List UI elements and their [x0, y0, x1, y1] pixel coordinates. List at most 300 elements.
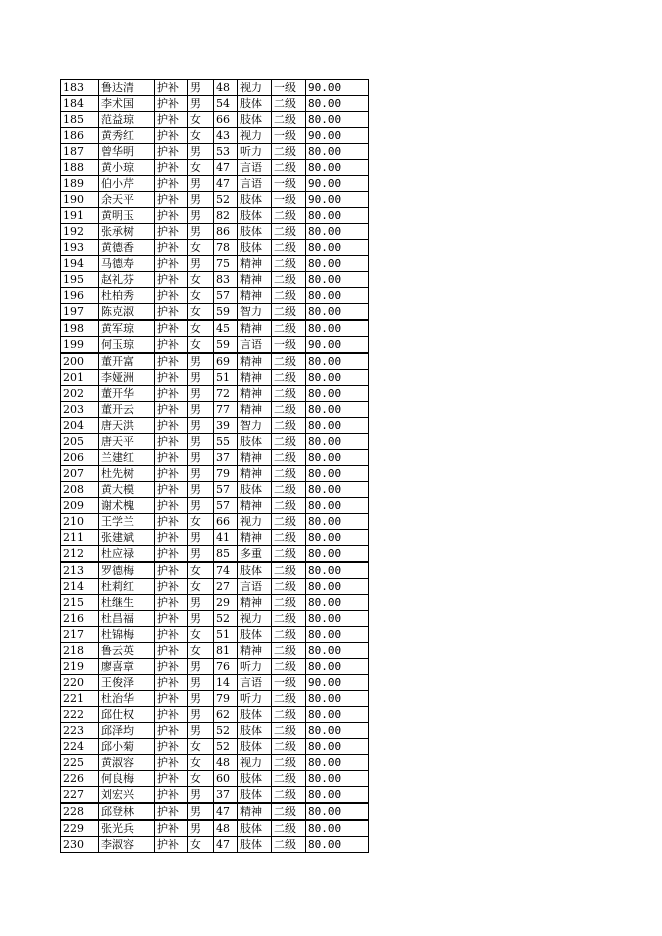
table-row — [61, 256, 369, 272]
gender-cell: 女 — [188, 837, 214, 853]
name-cell: 范益琼 — [99, 112, 155, 128]
age-cell: 52 — [214, 611, 238, 627]
name-cell: 廖喜章 — [99, 659, 155, 675]
table-row — [61, 643, 369, 659]
disability-category-cell: 精神 — [238, 498, 272, 514]
gender-cell: 男 — [188, 434, 214, 450]
amount-cell: 80.00 — [306, 96, 369, 112]
disability-category-cell: 肢体 — [238, 240, 272, 256]
grade-cell: 二级 — [272, 723, 306, 739]
grade-cell: 二级 — [272, 418, 306, 434]
disability-subsidy-table — [60, 79, 369, 853]
row-number-cell: 196 — [61, 288, 99, 304]
grade-cell: 二级 — [272, 304, 306, 321]
age-cell: 52 — [214, 739, 238, 755]
table-row — [61, 771, 369, 787]
table-row — [61, 386, 369, 402]
amount-cell: 80.00 — [306, 418, 369, 434]
type-cell: 护补 — [155, 820, 188, 837]
grade-cell: 一级 — [272, 192, 306, 208]
table-row — [61, 272, 369, 288]
table-body — [61, 80, 369, 853]
grade-cell: 二级 — [272, 482, 306, 498]
table-row — [61, 176, 369, 192]
age-cell: 66 — [214, 514, 238, 530]
amount-cell: 80.00 — [306, 579, 369, 595]
name-cell: 罗德梅 — [99, 562, 155, 579]
row-number-cell: 206 — [61, 450, 99, 466]
row-number-cell: 188 — [61, 160, 99, 176]
gender-cell: 女 — [188, 579, 214, 595]
amount-cell: 90.00 — [306, 176, 369, 192]
age-cell: 43 — [214, 128, 238, 144]
age-cell: 47 — [214, 803, 238, 820]
table-row — [61, 482, 369, 498]
age-cell: 74 — [214, 562, 238, 579]
grade-cell: 二级 — [272, 595, 306, 611]
disability-category-cell: 精神 — [238, 466, 272, 482]
table-row — [61, 466, 369, 482]
gender-cell: 女 — [188, 272, 214, 288]
amount-cell: 80.00 — [306, 353, 369, 370]
disability-category-cell: 精神 — [238, 256, 272, 272]
type-cell: 护补 — [155, 771, 188, 787]
gender-cell: 女 — [188, 337, 214, 354]
name-cell: 杜莉红 — [99, 579, 155, 595]
type-cell: 护补 — [155, 128, 188, 144]
grade-cell: 二级 — [272, 579, 306, 595]
age-cell: 79 — [214, 691, 238, 707]
gender-cell: 女 — [188, 562, 214, 579]
grade-cell: 二级 — [272, 837, 306, 853]
amount-cell: 90.00 — [306, 192, 369, 208]
type-cell: 护补 — [155, 192, 188, 208]
amount-cell: 80.00 — [306, 160, 369, 176]
amount-cell: 80.00 — [306, 546, 369, 563]
age-cell: 72 — [214, 386, 238, 402]
row-number-cell: 221 — [61, 691, 99, 707]
gender-cell: 男 — [188, 418, 214, 434]
gender-cell: 男 — [188, 691, 214, 707]
age-cell: 81 — [214, 643, 238, 659]
amount-cell: 80.00 — [306, 723, 369, 739]
name-cell: 余天平 — [99, 192, 155, 208]
gender-cell: 女 — [188, 112, 214, 128]
disability-category-cell: 言语 — [238, 160, 272, 176]
disability-category-cell: 肢体 — [238, 482, 272, 498]
type-cell: 护补 — [155, 160, 188, 176]
table-row — [61, 434, 369, 450]
table-row — [61, 402, 369, 418]
type-cell: 护补 — [155, 643, 188, 659]
amount-cell: 80.00 — [306, 643, 369, 659]
name-cell: 黄德香 — [99, 240, 155, 256]
disability-category-cell: 精神 — [238, 272, 272, 288]
disability-category-cell: 肢体 — [238, 208, 272, 224]
gender-cell: 男 — [188, 675, 214, 691]
type-cell: 护补 — [155, 386, 188, 402]
table-row — [61, 498, 369, 514]
grade-cell: 二级 — [272, 739, 306, 755]
age-cell: 86 — [214, 224, 238, 240]
gender-cell: 男 — [188, 192, 214, 208]
age-cell: 51 — [214, 627, 238, 643]
age-cell: 83 — [214, 272, 238, 288]
table-row — [61, 755, 369, 771]
amount-cell: 80.00 — [306, 144, 369, 160]
row-number-cell: 212 — [61, 546, 99, 563]
type-cell: 护补 — [155, 482, 188, 498]
gender-cell: 男 — [188, 787, 214, 804]
disability-category-cell: 肢体 — [238, 224, 272, 240]
age-cell: 82 — [214, 208, 238, 224]
table-row — [61, 579, 369, 595]
grade-cell: 一级 — [272, 128, 306, 144]
type-cell: 护补 — [155, 434, 188, 450]
type-cell: 护补 — [155, 546, 188, 563]
amount-cell: 90.00 — [306, 128, 369, 144]
name-cell: 兰建红 — [99, 450, 155, 466]
age-cell: 62 — [214, 707, 238, 723]
amount-cell: 80.00 — [306, 530, 369, 546]
gender-cell: 男 — [188, 466, 214, 482]
name-cell: 董开云 — [99, 402, 155, 418]
gender-cell: 男 — [188, 546, 214, 563]
type-cell: 护补 — [155, 353, 188, 370]
amount-cell: 90.00 — [306, 337, 369, 354]
gender-cell: 男 — [188, 450, 214, 466]
disability-category-cell: 视力 — [238, 80, 272, 96]
row-number-cell: 215 — [61, 595, 99, 611]
amount-cell: 80.00 — [306, 304, 369, 321]
age-cell: 85 — [214, 546, 238, 563]
table-row — [61, 611, 369, 627]
name-cell: 马德寿 — [99, 256, 155, 272]
grade-cell: 二级 — [272, 96, 306, 112]
disability-category-cell: 精神 — [238, 803, 272, 820]
row-number-cell: 198 — [61, 320, 99, 337]
amount-cell: 80.00 — [306, 224, 369, 240]
row-number-cell: 219 — [61, 659, 99, 675]
amount-cell: 80.00 — [306, 240, 369, 256]
row-number-cell: 230 — [61, 837, 99, 853]
row-number-cell: 228 — [61, 803, 99, 820]
age-cell: 78 — [214, 240, 238, 256]
amount-cell: 90.00 — [306, 80, 369, 96]
disability-category-cell: 肢体 — [238, 707, 272, 723]
name-cell: 李娅洲 — [99, 370, 155, 386]
disability-category-cell: 多重 — [238, 546, 272, 563]
name-cell: 黄小琼 — [99, 160, 155, 176]
type-cell: 护补 — [155, 304, 188, 321]
amount-cell: 80.00 — [306, 659, 369, 675]
name-cell: 张光兵 — [99, 820, 155, 837]
gender-cell: 男 — [188, 707, 214, 723]
grade-cell: 二级 — [272, 256, 306, 272]
grade-cell: 二级 — [272, 514, 306, 530]
table-row — [61, 820, 369, 837]
disability-category-cell: 听力 — [238, 144, 272, 160]
name-cell: 曾华明 — [99, 144, 155, 160]
table-row — [61, 144, 369, 160]
gender-cell: 男 — [188, 820, 214, 837]
table-row — [61, 288, 369, 304]
table-row — [61, 320, 369, 337]
grade-cell: 二级 — [272, 820, 306, 837]
disability-category-cell: 言语 — [238, 579, 272, 595]
disability-category-cell: 精神 — [238, 353, 272, 370]
age-cell: 37 — [214, 450, 238, 466]
type-cell: 护补 — [155, 96, 188, 112]
gender-cell: 女 — [188, 288, 214, 304]
name-cell: 鲁达清 — [99, 80, 155, 96]
amount-cell: 80.00 — [306, 611, 369, 627]
table-row — [61, 530, 369, 546]
gender-cell: 男 — [188, 256, 214, 272]
row-number-cell: 190 — [61, 192, 99, 208]
disability-category-cell: 精神 — [238, 402, 272, 418]
amount-cell: 80.00 — [306, 112, 369, 128]
row-number-cell: 197 — [61, 304, 99, 321]
row-number-cell: 217 — [61, 627, 99, 643]
gender-cell: 男 — [188, 96, 214, 112]
name-cell: 杜柏秀 — [99, 288, 155, 304]
disability-category-cell: 精神 — [238, 595, 272, 611]
disability-category-cell: 精神 — [238, 288, 272, 304]
age-cell: 45 — [214, 320, 238, 337]
disability-category-cell: 肢体 — [238, 96, 272, 112]
gender-cell: 男 — [188, 208, 214, 224]
age-cell: 48 — [214, 80, 238, 96]
gender-cell: 女 — [188, 739, 214, 755]
age-cell: 77 — [214, 402, 238, 418]
amount-cell: 80.00 — [306, 837, 369, 853]
age-cell: 47 — [214, 837, 238, 853]
gender-cell: 女 — [188, 627, 214, 643]
name-cell: 李术国 — [99, 96, 155, 112]
type-cell: 护补 — [155, 739, 188, 755]
age-cell: 48 — [214, 820, 238, 837]
name-cell: 张建斌 — [99, 530, 155, 546]
disability-category-cell: 精神 — [238, 386, 272, 402]
row-number-cell: 222 — [61, 707, 99, 723]
gender-cell: 女 — [188, 771, 214, 787]
name-cell: 邱小菊 — [99, 739, 155, 755]
name-cell: 黄明玉 — [99, 208, 155, 224]
gender-cell: 女 — [188, 320, 214, 337]
type-cell: 护补 — [155, 707, 188, 723]
grade-cell: 二级 — [272, 707, 306, 723]
age-cell: 57 — [214, 288, 238, 304]
name-cell: 陈克淑 — [99, 304, 155, 321]
row-number-cell: 195 — [61, 272, 99, 288]
table-row — [61, 691, 369, 707]
amount-cell: 80.00 — [306, 320, 369, 337]
grade-cell: 一级 — [272, 675, 306, 691]
grade-cell: 二级 — [272, 160, 306, 176]
disability-category-cell: 肢体 — [238, 787, 272, 804]
gender-cell: 男 — [188, 498, 214, 514]
type-cell: 护补 — [155, 675, 188, 691]
amount-cell: 80.00 — [306, 482, 369, 498]
type-cell: 护补 — [155, 723, 188, 739]
table-row — [61, 595, 369, 611]
type-cell: 护补 — [155, 80, 188, 96]
gender-cell: 男 — [188, 723, 214, 739]
row-number-cell: 220 — [61, 675, 99, 691]
amount-cell: 80.00 — [306, 595, 369, 611]
gender-cell: 男 — [188, 370, 214, 386]
grade-cell: 二级 — [272, 659, 306, 675]
disability-category-cell: 肢体 — [238, 112, 272, 128]
gender-cell: 男 — [188, 659, 214, 675]
grade-cell: 二级 — [272, 353, 306, 370]
gender-cell: 女 — [188, 160, 214, 176]
row-number-cell: 183 — [61, 80, 99, 96]
amount-cell: 80.00 — [306, 787, 369, 804]
name-cell: 邱仕权 — [99, 707, 155, 723]
grade-cell: 二级 — [272, 386, 306, 402]
type-cell: 护补 — [155, 514, 188, 530]
row-number-cell: 218 — [61, 643, 99, 659]
disability-category-cell: 视力 — [238, 611, 272, 627]
table-row — [61, 370, 369, 386]
disability-category-cell: 精神 — [238, 643, 272, 659]
age-cell: 51 — [214, 370, 238, 386]
gender-cell: 女 — [188, 514, 214, 530]
row-number-cell: 189 — [61, 176, 99, 192]
gender-cell: 男 — [188, 386, 214, 402]
grade-cell: 二级 — [272, 450, 306, 466]
amount-cell: 80.00 — [306, 498, 369, 514]
name-cell: 赵礼芬 — [99, 272, 155, 288]
type-cell: 护补 — [155, 466, 188, 482]
name-cell: 邱泽均 — [99, 723, 155, 739]
name-cell: 刘宏兴 — [99, 787, 155, 804]
disability-category-cell: 智力 — [238, 304, 272, 321]
amount-cell: 80.00 — [306, 450, 369, 466]
table-row — [61, 96, 369, 112]
row-number-cell: 193 — [61, 240, 99, 256]
row-number-cell: 227 — [61, 787, 99, 804]
amount-cell: 90.00 — [306, 675, 369, 691]
age-cell: 55 — [214, 434, 238, 450]
name-cell: 杜治华 — [99, 691, 155, 707]
age-cell: 57 — [214, 498, 238, 514]
table-row — [61, 546, 369, 563]
amount-cell: 80.00 — [306, 820, 369, 837]
table-row — [61, 240, 369, 256]
name-cell: 黄淑容 — [99, 755, 155, 771]
amount-cell: 80.00 — [306, 739, 369, 755]
disability-category-cell: 精神 — [238, 530, 272, 546]
grade-cell: 二级 — [272, 272, 306, 288]
amount-cell: 80.00 — [306, 288, 369, 304]
age-cell: 79 — [214, 466, 238, 482]
name-cell: 谢术槐 — [99, 498, 155, 514]
disability-category-cell: 言语 — [238, 337, 272, 354]
row-number-cell: 226 — [61, 771, 99, 787]
name-cell: 唐天平 — [99, 434, 155, 450]
gender-cell: 男 — [188, 530, 214, 546]
amount-cell: 80.00 — [306, 434, 369, 450]
table-row — [61, 723, 369, 739]
grade-cell: 二级 — [272, 402, 306, 418]
amount-cell: 80.00 — [306, 208, 369, 224]
type-cell: 护补 — [155, 256, 188, 272]
type-cell: 护补 — [155, 272, 188, 288]
row-number-cell: 203 — [61, 402, 99, 418]
grade-cell: 二级 — [272, 112, 306, 128]
row-number-cell: 209 — [61, 498, 99, 514]
age-cell: 75 — [214, 256, 238, 272]
disability-category-cell: 肢体 — [238, 771, 272, 787]
grade-cell: 二级 — [272, 466, 306, 482]
gender-cell: 男 — [188, 224, 214, 240]
disability-category-cell: 肢体 — [238, 627, 272, 643]
grade-cell: 二级 — [272, 755, 306, 771]
type-cell: 护补 — [155, 224, 188, 240]
name-cell: 杜锦梅 — [99, 627, 155, 643]
grade-cell: 一级 — [272, 80, 306, 96]
age-cell: 37 — [214, 787, 238, 804]
type-cell: 护补 — [155, 176, 188, 192]
row-number-cell: 202 — [61, 386, 99, 402]
grade-cell: 二级 — [272, 288, 306, 304]
type-cell: 护补 — [155, 112, 188, 128]
type-cell: 护补 — [155, 320, 188, 337]
table-row — [61, 739, 369, 755]
name-cell: 王俊泽 — [99, 675, 155, 691]
disability-category-cell: 肢体 — [238, 434, 272, 450]
row-number-cell: 200 — [61, 353, 99, 370]
row-number-cell: 211 — [61, 530, 99, 546]
amount-cell: 80.00 — [306, 707, 369, 723]
grade-cell: 一级 — [272, 176, 306, 192]
table-row — [61, 707, 369, 723]
grade-cell: 二级 — [272, 611, 306, 627]
type-cell: 护补 — [155, 418, 188, 434]
amount-cell: 80.00 — [306, 562, 369, 579]
name-cell: 王学兰 — [99, 514, 155, 530]
name-cell: 何玉琼 — [99, 337, 155, 354]
table-row — [61, 659, 369, 675]
gender-cell: 女 — [188, 240, 214, 256]
table-row — [61, 192, 369, 208]
type-cell: 护补 — [155, 659, 188, 675]
type-cell: 护补 — [155, 579, 188, 595]
grade-cell: 二级 — [272, 691, 306, 707]
row-number-cell: 187 — [61, 144, 99, 160]
name-cell: 黄大模 — [99, 482, 155, 498]
disability-category-cell: 精神 — [238, 450, 272, 466]
age-cell: 54 — [214, 96, 238, 112]
type-cell: 护补 — [155, 450, 188, 466]
grade-cell: 二级 — [272, 208, 306, 224]
gender-cell: 男 — [188, 803, 214, 820]
disability-category-cell: 视力 — [238, 128, 272, 144]
gender-cell: 男 — [188, 80, 214, 96]
grade-cell: 一级 — [272, 337, 306, 354]
name-cell: 唐天洪 — [99, 418, 155, 434]
name-cell: 杜先树 — [99, 466, 155, 482]
disability-category-cell: 视力 — [238, 755, 272, 771]
row-number-cell: 192 — [61, 224, 99, 240]
name-cell: 董开富 — [99, 353, 155, 370]
disability-category-cell: 肢体 — [238, 820, 272, 837]
row-number-cell: 216 — [61, 611, 99, 627]
age-cell: 66 — [214, 112, 238, 128]
